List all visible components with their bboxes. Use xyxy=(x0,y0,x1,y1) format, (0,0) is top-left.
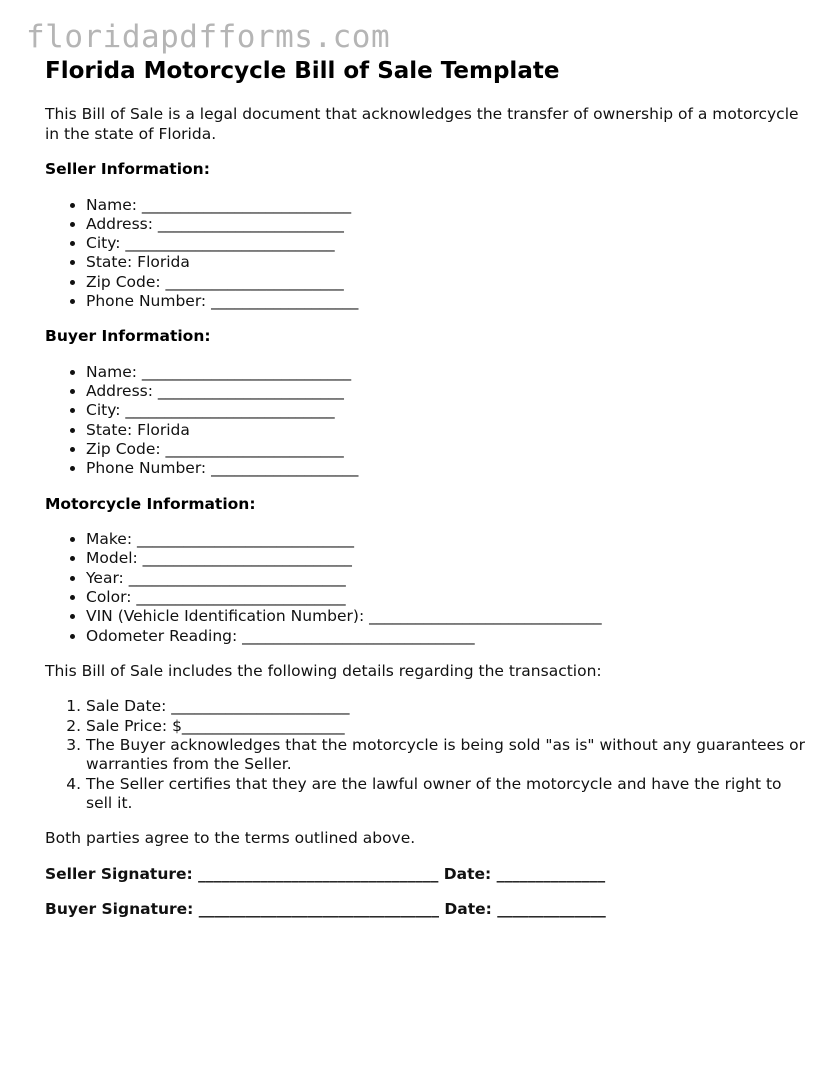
page-title: Florida Motorcycle Bill of Sale Template xyxy=(45,58,560,84)
motorcycle-model-field: • Model: ___________________________ xyxy=(86,549,805,568)
seller-info-list xyxy=(45,196,805,312)
seller-state-field: • State: Florida xyxy=(86,253,805,272)
buyer-zip-field: • Zip Code: _______________________ xyxy=(86,440,805,459)
seller-address-field: • Address: ________________________ xyxy=(86,215,805,234)
intro-paragraph: This Bill of Sale is a legal document that acknowledges the transfer of ownership of a motorcycle in the state of Florida. xyxy=(45,105,799,143)
seller-signature-line: Seller Signature: _______________________________ Date: ______________ xyxy=(45,864,606,883)
ownership-clause: 4. The Seller certifies that they are the lawful owner of the motorcycle and have the right to sell it. xyxy=(86,775,805,814)
motorcycle-odometer-field: • Odometer Reading: ______________________________ xyxy=(86,627,805,646)
as-is-clause: 3. The Buyer acknowledges that the motorcycle is being sold "as is" without any guarantees or warranties from the Seller. xyxy=(86,736,805,775)
buyer-name-field: • Name: ___________________________ xyxy=(86,363,805,382)
seller-city-field: • City: ___________________________ xyxy=(86,234,805,253)
buyer-phone-field: • Phone Number: ___________________ xyxy=(86,459,805,478)
sale-price-field: 2. Sale Price: $_____________________ xyxy=(86,717,805,736)
motorcycle-color-field: • Color: ___________________________ xyxy=(86,588,805,607)
seller-zip-field: • Zip Code: _______________________ xyxy=(86,273,805,292)
motorcycle-info-list xyxy=(45,530,805,646)
buyer-city-field: • City: ___________________________ xyxy=(86,401,805,420)
motorcycle-heading: Motorcycle Information: xyxy=(45,494,256,513)
motorcycle-year-field: • Year: ____________________________ xyxy=(86,569,805,588)
bill-of-sale-document xyxy=(45,57,805,920)
transaction-details-list xyxy=(45,697,805,813)
seller-phone-field: • Phone Number: ___________________ xyxy=(86,292,805,311)
buyer-info-list xyxy=(45,363,805,479)
motorcycle-vin-field: • VIN (Vehicle Identification Number): ______________________________ xyxy=(86,607,805,626)
buyer-address-field: • Address: ________________________ xyxy=(86,382,805,401)
motorcycle-make-field: • Make: ____________________________ xyxy=(86,530,805,549)
agreement-statement: Both parties agree to the terms outlined above. xyxy=(45,829,416,848)
seller-name-field: • Name: ___________________________ xyxy=(86,196,805,215)
buyer-heading: Buyer Information: xyxy=(45,327,211,346)
transaction-intro: This Bill of Sale includes the following details regarding the transaction: xyxy=(45,661,602,680)
buyer-signature-line: Buyer Signature: _______________________________ Date: ______________ xyxy=(45,900,606,919)
buyer-state-field: • State: Florida xyxy=(86,421,805,440)
site-watermark: floridapdfforms.com xyxy=(26,19,391,55)
seller-heading: Seller Information: xyxy=(45,160,210,178)
sale-date-field: 1. Sale Date: _______________________ xyxy=(86,697,805,716)
